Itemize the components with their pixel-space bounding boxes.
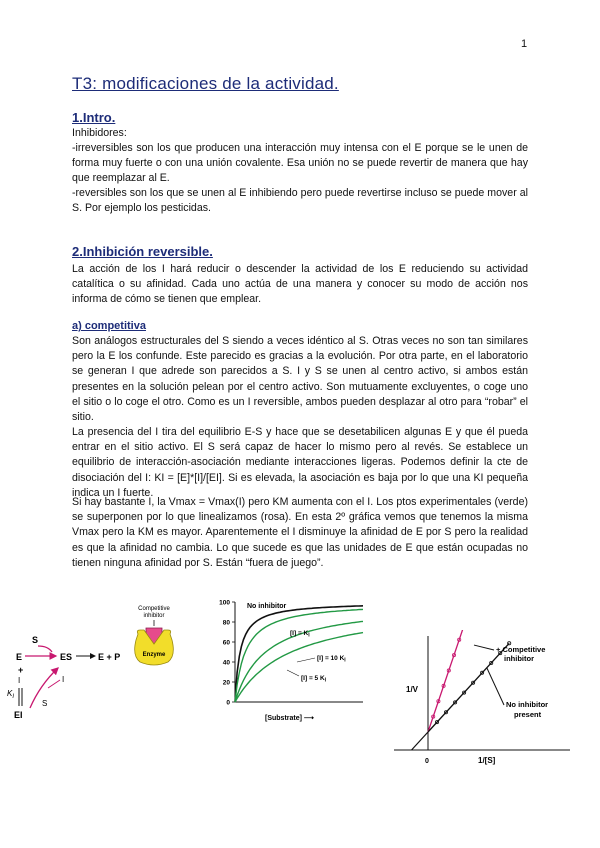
lineweaver-burk-chart <box>390 630 575 785</box>
reversible-heading: 2.Inhibición reversible. <box>72 244 213 259</box>
reaction-scheme <box>0 630 130 740</box>
label-competitive-2: inhibitor <box>504 654 534 663</box>
competitive-paragraph-2: La presencia del I tira del equilibrio E-S y hace que se desetabilicen algunas E y que él pueda entrar en el sitio activo. El S será capaz de hacer lo mismo pero al revés. Se establece un equilibrio de interacción-asociación mediante interacciones ligeras. Podemos definir la cte de disociación del I: KI = [E]*[I]/[EI]. Si es elevada, la asociación es baja por lo que una KI pequeña indica un I fuerte. <box>72 426 528 499</box>
y-tick-label: 20 <box>222 679 230 687</box>
origin-label: 0 <box>425 758 429 765</box>
y-axis-label: 1/V <box>406 685 419 694</box>
competitive-heading: a) competitiva <box>72 320 146 332</box>
scheme-ki: $K_I$ <box>7 689 15 700</box>
annotation-no-inhibitor: No inhibitor <box>247 603 287 610</box>
y-tick-label: 0 <box>226 699 230 707</box>
scheme-s-binding-arrow <box>38 646 52 652</box>
scheme-i-left: I <box>18 676 21 685</box>
scheme-ei: EI <box>14 710 23 720</box>
enzyme-label-inhibitor: inhibitor <box>143 613 165 619</box>
scheme-s-top: S <box>32 635 39 645</box>
page-title: T3: modificaciones de la actividad. <box>72 74 339 93</box>
intro-heading: 1.Intro. <box>72 110 116 125</box>
enzyme-figure <box>128 600 208 670</box>
intro-label: Inhibidores: <box>72 127 127 139</box>
enzyme-label: Enzyme <box>142 652 166 658</box>
curve-series-3 <box>235 633 363 702</box>
label-no-inhibitor-1: No inhibitor <box>506 700 549 709</box>
scheme-i-release-arrow <box>48 680 60 688</box>
intro-irreversible: -irreversibles son los que producen una interacción muy intensa con el E porque se le unen de forma muy fuerte o con una unión covalente. Esa unión no se puede revertir de manera que hay que reemplazar al E. <box>72 142 528 185</box>
enzyme-label-competitive: Competitive <box>138 606 170 612</box>
annotation-5-ki: [I] = 5 $K_I$ <box>301 675 327 684</box>
y-tick-label: 60 <box>222 639 230 647</box>
competitive-paragraph-3: Si hay bastante I, la Vmax = Vmax(I) pero KM aumenta con el I. Los ptos experimentales (verde) se superponen por lo que linealizamos (rosa). En esta 2º gráfica vemos que tenemos la misma Vmax pero la KM es mayor. Aparentemente el I disminuye la afinidad de E por S pero la realidad es que la afinidad no cambia. Lo que sucede es que las unidades de E que están ocupadas no tienen ninguna afinidad por S. Están “fuera de juego”. <box>72 496 528 569</box>
michaelis-menten-chart <box>205 592 375 732</box>
curve-series-0 <box>235 606 363 702</box>
y-tick-label: 80 <box>222 619 230 627</box>
intro-reversible: -reversibles son los que se unen al E inhibiendo pero puede revertirse incluso se puede mover al S. Por ejemplo los pesticidas. <box>72 187 528 215</box>
scheme-es: ES <box>60 652 73 662</box>
x-axis-label: [Substrate] ⟶ <box>265 715 314 722</box>
label-competitive-1: + Competitive <box>496 645 546 654</box>
scheme-i: I <box>62 675 65 684</box>
label-competitive-leader <box>474 645 494 650</box>
line-series-1 <box>428 643 509 732</box>
page-number: 1 <box>521 38 528 50</box>
line-extrapolation <box>412 732 428 750</box>
scheme-plus: + <box>18 665 24 675</box>
line-series-0 <box>428 630 464 732</box>
reversible-text: La acción de los I hará reducir o descender la actividad de los E reduciendo su actividad catalítica o su afinidad. Cada uno actúa de una manera y conocer su modo de acción nos informa de cómo se tienen que emplear. <box>72 263 528 306</box>
scheme-ep: E + P <box>98 652 121 662</box>
y-tick-label: 40 <box>222 659 230 667</box>
annotation-i-ki: $[I] = K_I$ <box>290 630 310 639</box>
annotation-5-ki-leader <box>287 670 299 676</box>
label-no-inhibitor-2: present <box>514 710 542 719</box>
label-no-inhibitor-leader <box>487 668 504 705</box>
competitive-paragraph-1: Son análogos estructurales del S siendo a veces idéntico al S. Otras veces no son tan similares pero la E los confunde. Este parecido es gracias a la evolución. Por otra parte, en el laboratorio se generan I que adrede son parecidos a S. I y S se unen al centro activo, si ambos están presentes en la solución pelean por el centro activo. Son mutuamente excluyentes, o coge uno el sitio o lo coge el otro. Como es un I reversible, ambos pueden desplazar al otro para “robar” el sitio. <box>72 335 528 424</box>
scheme-s-bottom: S <box>42 699 48 708</box>
scheme-e: E <box>16 652 23 662</box>
annotation-10-ki: [I] = 10 $K_I$ <box>317 655 346 664</box>
annotation-10-ki-leader <box>297 658 315 662</box>
y-tick-label: 100 <box>219 599 230 607</box>
x-axis-label: 1/[S] <box>478 756 496 765</box>
